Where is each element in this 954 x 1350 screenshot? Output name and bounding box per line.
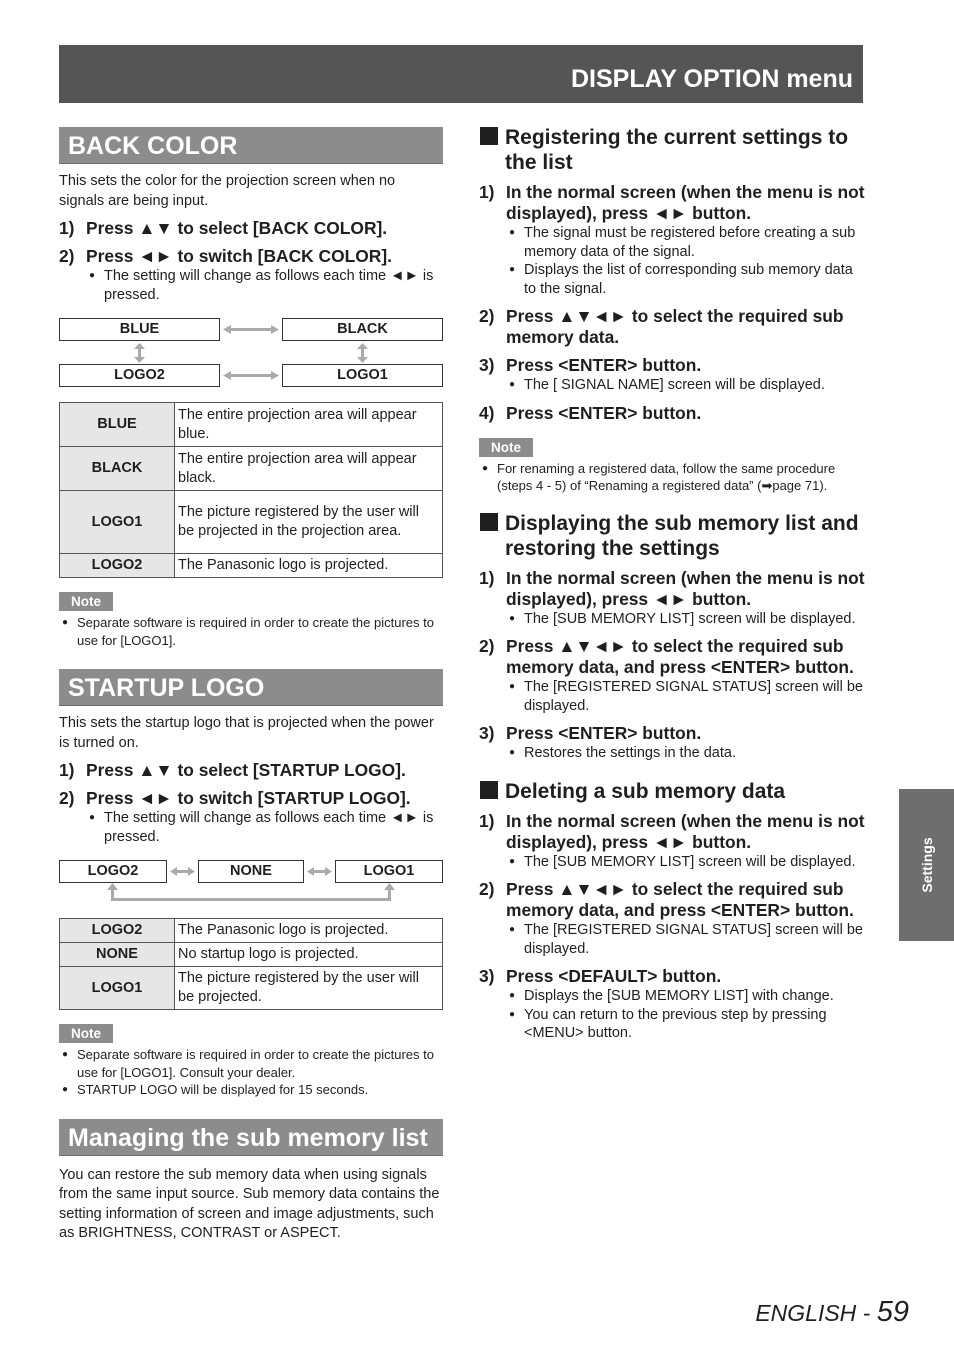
startup-logo-cycle-diagram	[59, 860, 443, 906]
bullet-item: ● Displays the list of corresponding sub memory data to the signal.	[507, 261, 865, 298]
step-number: 2)	[59, 246, 75, 266]
table-key: NONE	[60, 943, 175, 967]
displaying-step-2	[479, 636, 865, 678]
back-color-heading: BACK COLOR	[59, 127, 443, 164]
step-number: 1)	[479, 567, 495, 588]
deleting-step-1-bullets	[479, 853, 865, 872]
table-key: LOGO2	[60, 919, 175, 943]
square-bullet-icon	[480, 513, 498, 531]
step-number: 3)	[479, 723, 495, 743]
table-key: LOGO2	[60, 554, 175, 578]
option-box-blue: BLUE	[59, 318, 220, 341]
step-number: 3)	[479, 355, 495, 375]
step-text: Press <ENTER> button.	[506, 402, 702, 423]
startup-logo-step-1	[59, 760, 443, 781]
back-color-intro: This sets the color for the projection screen when no signals are being input.	[59, 173, 396, 209]
registering-notes	[479, 460, 865, 495]
registering-step-3-bullets	[479, 376, 865, 395]
step-number: 3)	[479, 966, 495, 986]
deleting-step-3-bullets	[479, 987, 865, 1043]
table-row	[60, 403, 443, 447]
deleting-heading	[479, 779, 865, 804]
step-number: 4)	[479, 402, 495, 423]
square-bullet-icon	[480, 127, 498, 145]
header-bar	[59, 45, 863, 103]
startup-logo-intro: This sets the startup logo that is projected when the power is turned on.	[59, 715, 434, 751]
step-number: 1)	[59, 218, 75, 238]
step-text: Press ▲▼ to select [BACK COLOR].	[86, 218, 388, 238]
option-box-logo1: LOGO1	[335, 860, 443, 883]
startup-logo-table	[59, 918, 443, 1010]
section-title: Registering the current settings to the list	[505, 126, 849, 174]
table-desc: The Panasonic logo is projected.	[175, 554, 443, 578]
displaying-heading	[479, 511, 865, 561]
displaying-step-2-bullets	[479, 678, 865, 715]
page-title: DISPLAY OPTION menu	[570, 65, 853, 93]
startup-logo-notes	[59, 1046, 443, 1099]
option-box-black: BLACK	[282, 318, 443, 341]
startup-logo-heading: STARTUP LOGO	[59, 669, 443, 706]
footer-language: ENGLISH -	[755, 1300, 877, 1326]
step-text: Press ▲▼◄► to select the required sub memory data, and press <ENTER> button.	[506, 879, 854, 920]
step-text: Press <ENTER> button.	[506, 723, 702, 743]
step-text: Press ◄► to switch [STARTUP LOGO].	[86, 788, 411, 808]
registering-step-1-bullets	[479, 224, 865, 298]
displaying-step-1	[479, 568, 865, 610]
bullet-item: ● The [SUB MEMORY LIST] screen will be displayed.	[507, 610, 865, 629]
option-box-logo1: LOGO1	[282, 364, 443, 387]
step-number: 1)	[479, 810, 495, 831]
step-text: Press ▲▼◄► to select the required sub memory data.	[506, 306, 844, 347]
note-item: ● Separate software is required in order to create the pictures to use for [LOGO1].	[59, 614, 443, 649]
table-desc: The Panasonic logo is projected.	[175, 919, 443, 943]
back-color-table	[59, 402, 443, 578]
table-desc: No startup logo is projected.	[175, 943, 443, 967]
side-tab-label: Settings	[918, 837, 935, 893]
step-number: 2)	[59, 788, 75, 808]
back-color-step-1	[59, 218, 443, 239]
section-title: Deleting a sub memory data	[505, 779, 786, 803]
step-text: Press ▲▼ to select [STARTUP LOGO].	[86, 760, 406, 780]
step-number: 2)	[479, 306, 495, 326]
registering-step-2	[479, 306, 865, 348]
table-key: BLACK	[60, 447, 175, 491]
option-box-logo2: LOGO2	[59, 860, 167, 883]
note-item: ● STARTUP LOGO will be displayed for 15 seconds.	[59, 1081, 443, 1099]
step-number: 2)	[479, 879, 495, 899]
back-color-notes	[59, 614, 443, 649]
bullet-item: ● The [SUB MEMORY LIST] screen will be displayed.	[507, 853, 865, 872]
option-box-none: NONE	[198, 860, 304, 883]
displaying-step-3-bullets	[479, 744, 865, 763]
table-row	[60, 919, 443, 943]
bullet-item: ● The setting will change as follows each time ◄► is pressed.	[87, 267, 443, 304]
note-item: ● For renaming a registered data, follow the same procedure (steps 4 - 5) of “Renaming a registered data” (➡page 71).	[479, 460, 865, 495]
table-row	[60, 943, 443, 967]
table-desc: The picture registered by the user will be projected in the projection area.	[175, 491, 443, 554]
page-number	[755, 1296, 909, 1329]
bullet-item: ● The [REGISTERED SIGNAL STATUS] screen will be displayed.	[507, 921, 865, 958]
back-color-bullets	[59, 267, 443, 304]
footer-page-number: 59	[876, 1296, 909, 1328]
bullet-item: ● The setting will change as follows each time ◄► is pressed.	[87, 809, 443, 846]
bullet-item: ● The [ SIGNAL NAME] screen will be displayed.	[507, 376, 865, 395]
square-bullet-icon	[480, 781, 498, 799]
note-item: ● Separate software is required in order to create the pictures to use for [LOGO1]. Consult your dealer.	[59, 1046, 443, 1081]
step-number: 1)	[479, 182, 495, 202]
note-label: Note	[59, 592, 113, 611]
step-text: Press <ENTER> button.	[506, 355, 702, 375]
option-box-logo2: LOGO2	[59, 364, 220, 387]
left-column	[59, 127, 443, 1244]
step-number: 1)	[59, 760, 75, 780]
bullet-item: ● You can return to the previous step by pressing <MENU> button.	[507, 1006, 865, 1043]
registering-heading	[479, 125, 865, 175]
startup-logo-step-2	[59, 788, 443, 809]
deleting-step-3	[479, 966, 865, 987]
deleting-step-2-bullets	[479, 921, 865, 958]
bullet-item: ● Restores the settings in the data.	[507, 744, 865, 763]
startup-logo-bullets	[59, 809, 443, 846]
deleting-step-2	[479, 879, 865, 921]
displaying-step-1-bullets	[479, 610, 865, 629]
step-text: In the normal screen (when the menu is not displayed), press ◄► button.	[506, 567, 865, 609]
table-row	[60, 447, 443, 491]
cycle-arrows-icon	[59, 860, 443, 906]
table-row	[60, 967, 443, 1010]
sub-memory-heading: Managing the sub memory list	[59, 1119, 443, 1156]
registering-step-4	[479, 403, 865, 424]
registering-step-3	[479, 355, 865, 376]
registering-step-1	[479, 182, 865, 224]
step-text: In the normal screen (when the menu is not displayed), press ◄► button.	[506, 182, 865, 223]
bullet-item: ● The [REGISTERED SIGNAL STATUS] screen will be displayed.	[507, 678, 865, 715]
table-row	[60, 491, 443, 554]
table-desc: The entire projection area will appear black.	[175, 447, 443, 491]
step-text: In the normal screen (when the menu is not displayed), press ◄► button.	[506, 810, 865, 852]
displaying-step-3	[479, 723, 865, 744]
note-label: Note	[59, 1024, 113, 1043]
bullet-item: ● Displays the [SUB MEMORY LIST] with change.	[507, 987, 865, 1006]
back-color-cycle-diagram	[59, 318, 443, 388]
table-desc: The picture registered by the user will be projected.	[175, 967, 443, 1010]
step-text: Press ▲▼◄► to select the required sub memory data, and press <ENTER> button.	[506, 636, 854, 677]
settings-side-tab	[899, 789, 954, 941]
cycle-arrows-icon	[59, 318, 443, 388]
bullet-item: ● The signal must be registered before creating a sub memory data of the signal.	[507, 224, 865, 261]
table-key: LOGO1	[60, 491, 175, 554]
step-text: Press ◄► to switch [BACK COLOR].	[86, 246, 392, 266]
table-row	[60, 554, 443, 578]
note-label: Note	[479, 438, 533, 457]
deleting-step-1	[479, 811, 865, 853]
section-title: Displaying the sub memory list and restoring the settings	[505, 511, 859, 560]
right-column	[479, 125, 865, 1043]
step-text: Press <DEFAULT> button.	[506, 966, 722, 986]
table-desc: The entire projection area will appear blue.	[175, 403, 443, 447]
step-number: 2)	[479, 636, 495, 656]
table-key: LOGO1	[60, 967, 175, 1010]
table-key: BLUE	[60, 403, 175, 447]
back-color-step-2	[59, 246, 443, 267]
sub-memory-intro: You can restore the sub memory data when using signals from the same input source. Sub memory data contains the setting information of screen and image adjustments, such as BRIGHTNESS, CONTRAST or ASPECT.	[59, 1166, 440, 1241]
